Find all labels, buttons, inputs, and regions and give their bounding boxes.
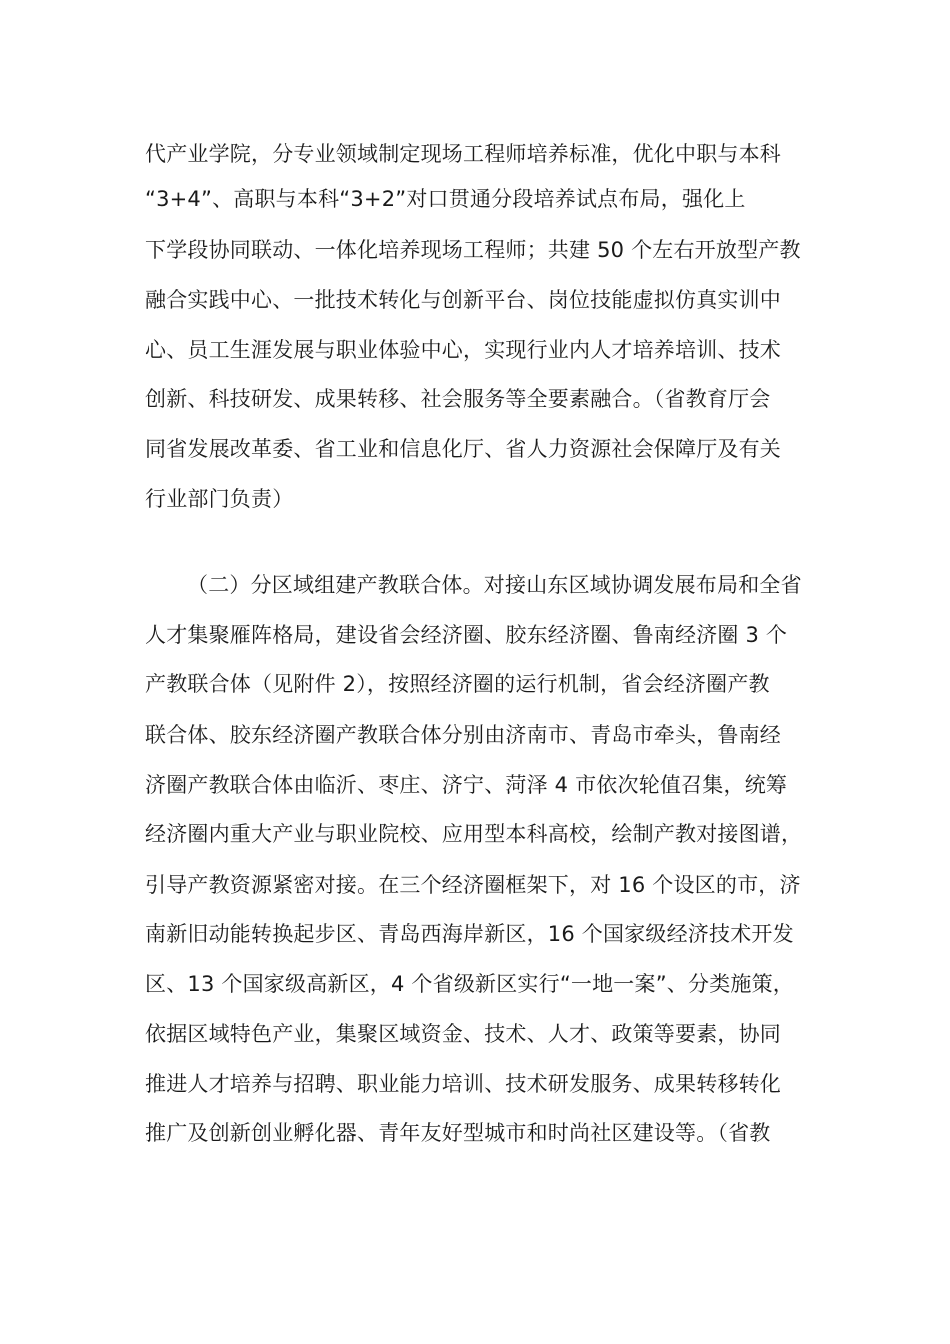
text-line: 代产业学院，分专业领域制定现场工程师培养标准，优化中职与本科 [145,142,781,166]
text-line: 融合实践中心、一批技术转化与创新平台、岗位技能虚拟仿真实训中 [145,288,781,312]
text-line: 区、13 个国家级高新区，4 个省级新区实行“一地一案”、分类施策， [145,972,794,996]
text-line: 心、员工生涯发展与职业体验中心，实现行业内人才培养培训、技术 [145,338,781,362]
text-line: （二）分区域组建产教联合体。对接山东区域协调发展布局和全省 [187,573,802,597]
text-line: 引导产教资源紧密对接。在三个经济圈框架下，对 16 个设区的市，济 [145,873,801,897]
text-line: 同省发展改革委、省工业和信息化厅、省人力资源社会保障厅及有关 [145,437,781,461]
text-line: “3+4”、高职与本科“3+2”对口贯通分段培养试点布局，强化上 [145,187,746,211]
text-line: 人才集聚雁阵格局，建设省会经济圈、胶东经济圈、鲁南经济圈 3 个 [145,623,788,647]
text-line: 推广及创新创业孵化器、青年友好型城市和时尚社区建设等。（省教 [145,1121,771,1145]
text-line: 推进人才培养与招聘、职业能力培训、技术研发服务、成果转移转化 [145,1072,781,1096]
text-line: 依据区域特色产业，集聚区域资金、技术、人才、政策等要素，协同 [145,1022,781,1046]
text-line: 经济圈内重大产业与职业院校、应用型本科高校，绘制产教对接图谱， [145,822,803,846]
text-line: 下学段协同联动、一体化培养现场工程师；共建 50 个左右开放型产教 [145,238,801,262]
text-line: 产教联合体（见附件 2），按照经济圈的运行机制，省会经济圈产教 [145,672,770,696]
text-line: 创新、科技研发、成果转移、社会服务等全要素融合。（省教育厅会 [145,387,771,411]
text-line: 行业部门负责） [145,487,294,511]
text-line: 联合体、胶东经济圈产教联合体分别由济南市、青岛市牵头，鲁南经 [145,723,781,747]
text-line: 南新旧动能转换起步区、青岛西海岸新区，16 个国家级经济技术开发 [145,922,794,946]
text-line: 济圈产教联合体由临沂、枣庄、济宁、菏泽 4 市依次轮值召集，统筹 [145,773,788,797]
